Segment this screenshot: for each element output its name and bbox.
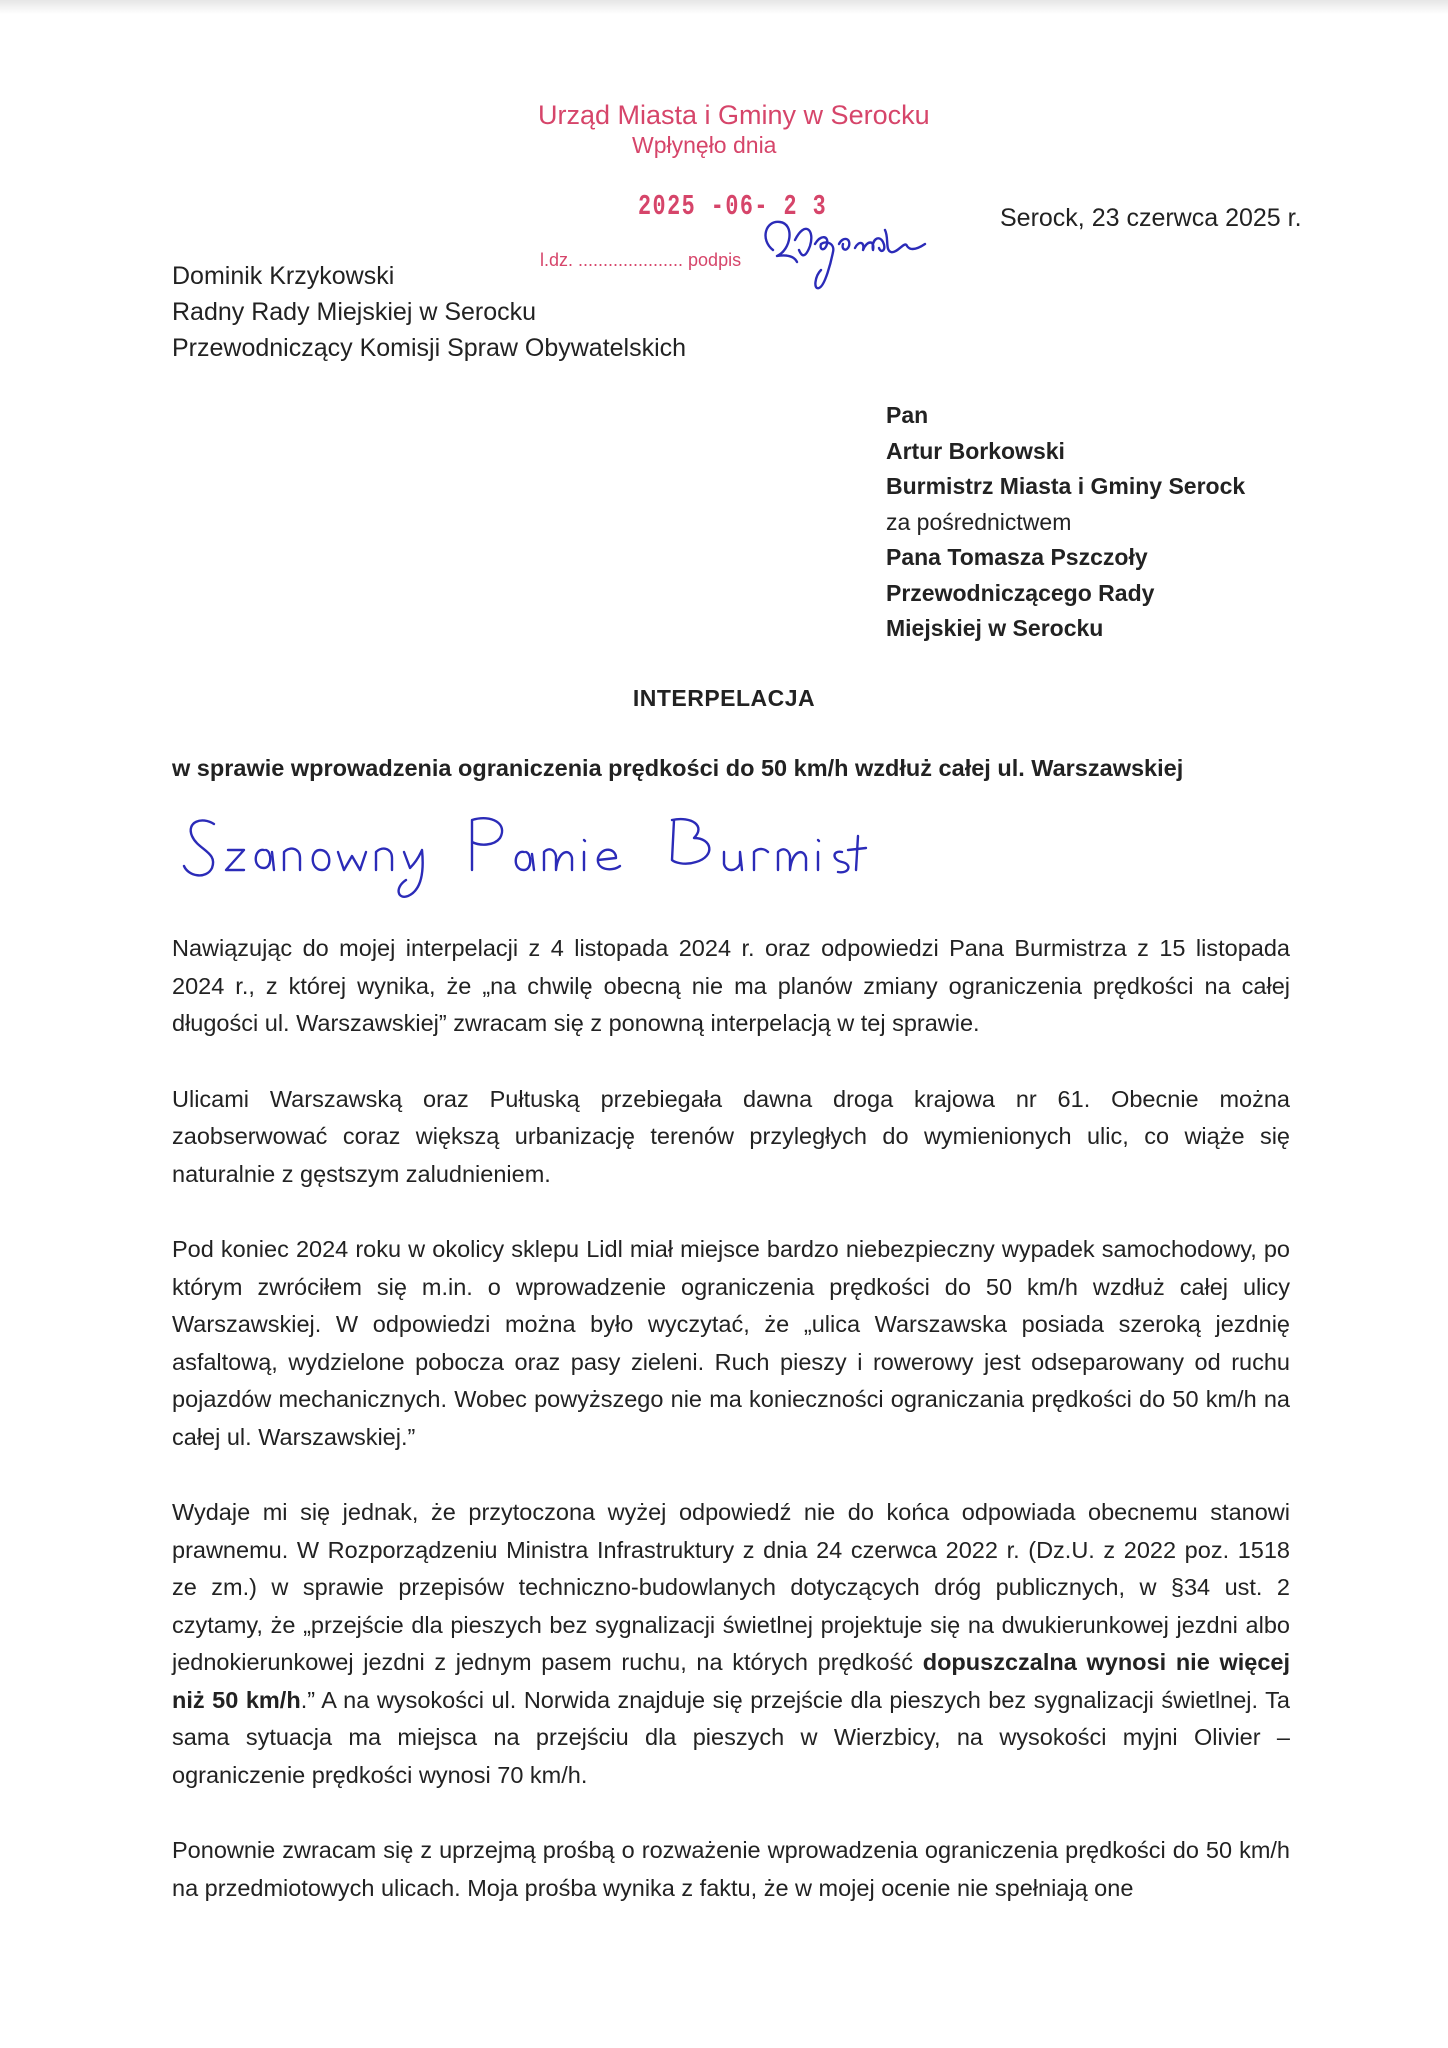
recipient-name: Artur Borkowski [886, 437, 1065, 464]
recipient-intermediary-name: Pana Tomasza Pszczoły [886, 544, 1148, 570]
stamp-received-label: Wpłynęło dnia [632, 132, 777, 158]
body-paragraph: Nawiązując do mojej interpelacji z 4 listopada 2024 r. oraz odpowiedzi Pana Burmistrza z 15 listopada 2024 r., z której wynika, że „na chwilę obecną nie ma planów zmiany ograniczenia prędkości na całej długości ul. Warszawskiej” zwracam się z ponowną interpelacją w tej sprawie. [172, 935, 1290, 1036]
document-title: INTERPELACJA [632, 685, 816, 711]
bold-emphasis: dopuszczalna wynosi nie więcej niż 50 km/h [172, 1649, 1290, 1713]
recipient-title: Burmistrz Miasta i Gminy Serock [886, 473, 1246, 499]
stamp-handwritten-signature [755, 210, 945, 300]
document-subject: w sprawie wprowadzenia ograniczenia prędkości do 50 km/h wzdłuż całej ul. Warszawskiej [172, 755, 1184, 781]
body-paragraph: Ponownie zwracam się z uprzejmą prośbą o rozważenie wprowadzenia ograniczenia prędkości do 50 km/h na przedmiotowych ulicach. Moja prośba wynika z faktu, że w mojej ocenie nie spełniają one [172, 1837, 1290, 1901]
paragraph-text: Wydaje mi się jednak, że przytoczona wyżej odpowiedź nie do końca odpowiada obecnemu stanowi prawnemu. W Rozporządzeniu Ministra Infrastruktury z dnia 24 czerwca 2022 r. (Dz.U. z 2022 poz. 1518 ze zm.) w sprawie przepisów techniczno-budowlanych dotyczących dróg publicznych, w §34 ust. 2 czytamy, że „przejście dla pieszych bez sygnalizacji świetlnej projektuje się na dwukierunkowej jezdni albo jednokierunkowej jezdni z jednym pasem ruchu, na których prędkość [172, 1499, 1290, 1675]
paragraph-text: .” A na wysokości ul. Norwida znajduje się przejście dla pieszych bez sygnalizacji świetlnej. Ta sama sytuacja ma miejsca na przejściu dla pieszych w Wierzbicy, na wysokości myjni Olivier – ograniczenie prędkości wynosi 70 km/h. [172, 1686, 1290, 1788]
sender-role: Radny Rady Miejskiej w Serocku [172, 298, 537, 326]
sender-role: Przewodniczący Komisji Spraw Obywatelskich [172, 334, 687, 362]
scan-top-edge [0, 0, 1448, 14]
place-and-date: Serock, 23 czerwca 2025 r. [1000, 204, 1302, 232]
sender-name: Dominik Krzykowski [172, 262, 395, 290]
letter-body [172, 930, 1290, 1945]
body-paragraph [172, 1494, 1290, 1794]
recipient-block [886, 398, 1245, 647]
body-paragraph: Ulicami Warszawską oraz Pułtuską przebiegała dawna droga krajowa nr 61. Obecnie można zaobserwować coraz większą urbanizację terenów przyległych do wymienionych ulic, co wiąże się naturalnie z gęstszym zaludnieniem. [172, 1085, 1290, 1187]
stamp-ldz-signature-line: l.dz. ..................... podpis [540, 250, 742, 270]
body-paragraph: Pod koniec 2024 roku w okolicy sklepu Lidl miał miejsce bardzo niebezpieczny wypadek samochodowy, po którym zwróciłem się m.in. o wprowadzenie ograniczenia prędkości do 50 km/h wzdłuż całej ulicy Warszawskiej. W odpowiedzi można było wyczytać, że „ulica Warszawska posiada szeroką jezdnię asfaltową, wydzielone pobocza oraz pasy zieleni. Ruch pieszy i rowerowy jest odseparowany od ruchu pojazdów mechanicznych. Wobec powyższego nie ma konieczności ograniczania prędkości do 50 km/h na całej ul. Warszawskiej.” [172, 1236, 1290, 1450]
recipient-intermediary-title: Przewodniczącego Rady [886, 579, 1155, 606]
stamp-office-name: Urząd Miasta i Gminy w Serocku [538, 100, 930, 130]
recipient-salutation: Pan [886, 402, 929, 428]
sender-block [172, 258, 686, 366]
stamp-date: 2025 -06- 2 3 [638, 190, 828, 223]
recipient-intermediary-title: Miejskiej w Serocku [886, 615, 1104, 641]
handwritten-greeting [172, 800, 872, 910]
recipient-via: za pośrednictwem [886, 508, 1072, 535]
